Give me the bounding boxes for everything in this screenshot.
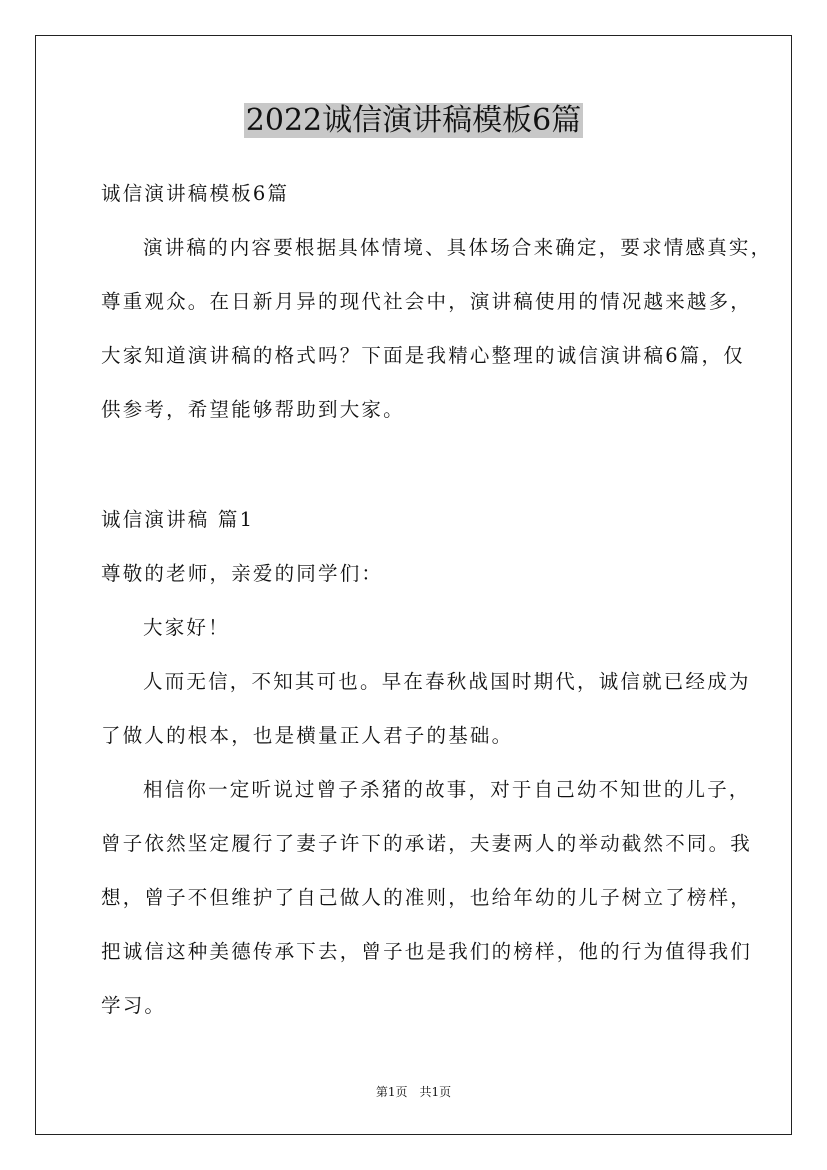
- page-footer: [0, 1083, 827, 1101]
- intro-line-2: 尊重观众。在日新月异的现代社会中，演讲稿使用的情况越来越多，: [101, 290, 753, 313]
- paragraph2-line-3: 想，曾子不但维护了自己做人的准则，也给年幼的儿子树立了榜样，: [101, 886, 753, 909]
- salutation: 尊敬的老师，亲爱的同学们：: [101, 562, 384, 585]
- paragraph2-line-1: 相信你一定听说过曾子杀猪的故事，对于自己幼不知世的儿子，: [143, 778, 751, 801]
- intro-line-3: 大家知道演讲稿的格式吗？下面是我精心整理的诚信演讲稿6篇，仅: [101, 344, 745, 367]
- section-heading: 诚信演讲稿 篇1: [101, 508, 255, 531]
- intro-line-1: 演讲稿的内容要根据具体情境、具体场合来确定，要求情感真实，: [143, 236, 773, 259]
- paragraph1-line-1: 人而无信，不知其可也。早在春秋战国时期代，诚信就已经成为: [143, 670, 751, 693]
- document-subtitle: 诚信演讲稿模板6篇: [101, 182, 290, 205]
- document-title-text: 2022诚信演讲稿模板6篇: [245, 103, 582, 138]
- paragraph2-line-4: 把诚信这种美德传承下去，曾子也是我们的榜样，他的行为值得我们: [101, 940, 753, 963]
- paragraph1-line-2: 了做人的根本，也是横量正人君子的基础。: [101, 724, 514, 747]
- page-number-label: 第1页 共1页: [375, 1085, 452, 1099]
- paragraph2-line-5: 学习。: [101, 994, 167, 1017]
- document-title: [0, 98, 827, 144]
- greeting: 大家好！: [143, 616, 230, 639]
- paragraph2-line-2: 曾子依然坚定履行了妻子许下的承诺，夫妻两人的举动截然不同。我: [101, 832, 753, 855]
- intro-line-4: 供参考，希望能够帮助到大家。: [101, 398, 405, 421]
